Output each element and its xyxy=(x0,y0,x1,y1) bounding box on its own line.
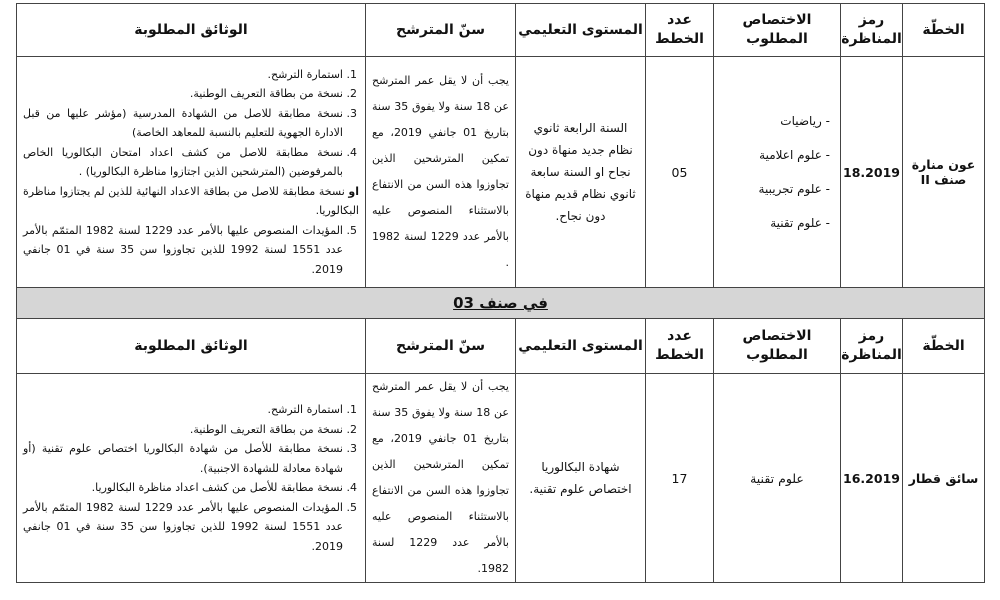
specialty-list xyxy=(714,104,840,240)
header-plan: الخطّة xyxy=(903,319,985,374)
posts-cell: 17 xyxy=(646,374,714,583)
documents-list xyxy=(17,65,365,182)
document-item: 2. نسخة من بطاقة التعريف الوطنية. xyxy=(23,420,343,440)
specialty-item: - رياضيات xyxy=(780,114,830,128)
table-header-row xyxy=(17,4,985,57)
table-row xyxy=(17,374,985,583)
specialty-item: - علوم تقنية xyxy=(770,216,830,230)
documents-cell xyxy=(17,374,366,583)
document-alternative-text: نسخة مطابقة للاصل من بطاقة الاعداد النهائية للذين لم يجتازوا مناظرة البكالوريا. xyxy=(23,184,359,218)
or-label: او xyxy=(348,184,359,198)
header-level: المستوى التعليمي xyxy=(516,4,646,57)
document-item: 4. نسخة مطابقة للاصل من كشف اعداد امتحان البكالوريا الخاص بالمرفوضين (المترشحين الذين اجتازوا مناظرة البكالوريا) . xyxy=(23,143,343,182)
code-cell: 16.2019 xyxy=(841,374,903,583)
documents-list-last xyxy=(17,221,365,280)
plan-cell: عون منارة صنف II xyxy=(903,57,985,288)
documents-cell xyxy=(17,57,366,288)
table-header-row xyxy=(17,319,985,374)
plan-cell: سائق قطار xyxy=(903,374,985,583)
specialty-cell xyxy=(714,57,841,288)
header-level: المستوى التعليمي xyxy=(516,319,646,374)
specialty-item: - علوم تجريبية xyxy=(758,182,830,196)
header-code: رمز المناظرة xyxy=(841,319,903,374)
document-alternative xyxy=(17,182,365,221)
header-documents: الوثائق المطلوبة xyxy=(17,4,366,57)
header-plan: الخطّة xyxy=(903,4,985,57)
level-cell: السنة الرابعة ثانوي نظام جديد منهاة دون نجاح او السنة سابعة ثانوي نظام قديم منهاة دون نجاح. xyxy=(516,57,646,288)
age-cell: يجب أن لا يقل عمر المترشح عن 18 سنة ولا يفوق 35 سنة بتاريخ 01 جانفي 2019، مع تمكين المترشحين الذين تجاوزوا هذه السن من الانتفاع بالاستثناء المنصوص عليه بالأمر عدد 1229 لسنة 1982 . xyxy=(366,57,516,288)
posts-cell: 05 xyxy=(646,57,714,288)
document-item: 3. نسخة مطابقة للأصل من شهادة البكالوريا اختصاص علوم تقنية (أو شهادة معادلة للشهادة الاجنبية). xyxy=(23,439,343,478)
document-item: 5. المؤيدات المنصوص عليها بالأمر عدد 1229 لسنة 1982 المتمّم بالأمر عدد 1551 لسنة 1992 للذين تجاوزوا سن 35 سنة في 01 جانفي 2019. xyxy=(23,221,343,280)
header-specialty: الاختصاص المطلوب xyxy=(714,319,841,374)
document-item: 1. استمارة الترشح. xyxy=(23,400,343,420)
document-item: 2. نسخة من بطاقة التعريف الوطنية. xyxy=(23,84,343,104)
header-age: سنّ المترشح xyxy=(366,319,516,374)
header-code: رمز المناظرة xyxy=(841,4,903,57)
code-cell: 18.2019 xyxy=(841,57,903,288)
age-cell: يجب أن لا يقل عمر المترشح عن 18 سنة ولا يفوق 35 سنة بتاريخ 01 جانفي 2019، مع تمكين المترشحين الذين تجاوزوا هذه السن من الانتفاع بالاستثناء المنصوص عليه بالأمر عدد 1229 لسنة 1982. xyxy=(366,374,516,583)
table-row xyxy=(17,57,985,288)
document-item: 4. نسخة مطابقة للأصل من كشف اعداد مناظرة البكالوريا. xyxy=(23,478,343,498)
specialty-item: - علوم اعلامية xyxy=(759,148,830,162)
header-specialty: الاختصاص المطلوب xyxy=(714,4,841,57)
competition-table xyxy=(16,3,985,583)
category-label: في صنف 03 xyxy=(453,294,548,312)
documents-list xyxy=(17,400,365,556)
header-posts: عدد الخطط xyxy=(646,4,714,57)
level-cell: شهادة البكالوريا اختصاص علوم تقنية. xyxy=(516,374,646,583)
category-band xyxy=(17,288,985,319)
document-item: 1. استمارة الترشح. xyxy=(23,65,343,85)
category-band-cell xyxy=(17,288,985,319)
specialty-cell: علوم تقنية xyxy=(714,374,841,583)
header-posts: عدد الخطط xyxy=(646,319,714,374)
document-item: 5. المؤيدات المنصوص عليها بالأمر عدد 1229 لسنة 1982 المتمّم بالأمر عدد 1551 لسنة 1992 للذين تجاوزوا سن 35 سنة في 01 جانفي 2019. xyxy=(23,498,343,557)
document-item: 3. نسخة مطابقة للاصل من الشهادة المدرسية (مؤشر عليها من قبل الادارة الجهوية للتعليم بالنسبة للمعاهد الخاصة) xyxy=(23,104,343,143)
header-age: سنّ المترشح xyxy=(366,4,516,57)
header-documents: الوثائق المطلوبة xyxy=(17,319,366,374)
